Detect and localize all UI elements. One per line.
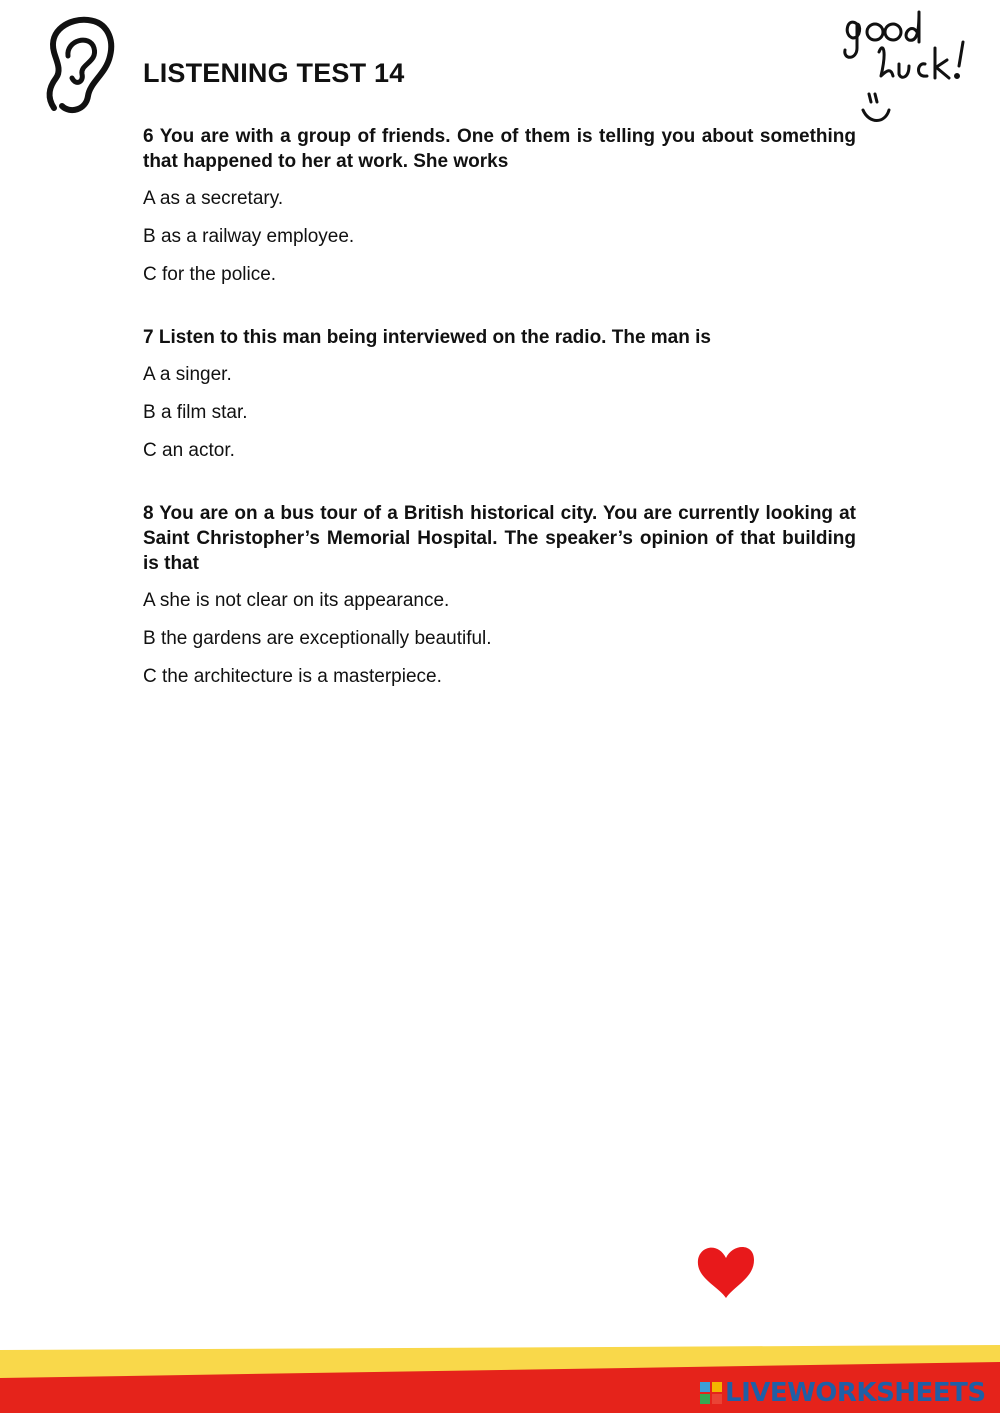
good-luck-handwriting <box>835 2 985 132</box>
answer-option-a[interactable]: A a singer. <box>143 364 232 385</box>
ear-icon <box>40 16 118 116</box>
answer-option-a[interactable]: A she is not clear on its appearance. <box>143 590 450 611</box>
brand-name: LIVEWORKSHEETS <box>725 1378 986 1408</box>
question-6 <box>143 124 856 287</box>
answer-option-b[interactable]: B the gardens are exceptionally beautiful. <box>143 628 492 649</box>
question-prompt: 7 Listen to this man being interviewed on the radio. The man is <box>143 327 711 348</box>
question-7 <box>143 325 856 463</box>
question-8 <box>143 501 856 689</box>
questions-list <box>143 124 856 727</box>
question-prompt: 8 You are on a bus tour of a British historical city. You are currently looking at Saint Christopher’s Memorial Hospital. The speaker’s opinion of that building is that <box>143 503 856 574</box>
liveworksheets-logo-icon <box>700 1382 722 1404</box>
answer-option-c[interactable]: C for the police. <box>143 264 277 285</box>
answer-option-c[interactable]: C an actor. <box>143 440 235 461</box>
question-prompt: 6 You are with a group of friends. One of them is telling you about something that happened to her at work. She works <box>143 126 856 172</box>
answer-option-b[interactable]: B a film star. <box>143 402 248 423</box>
page-title: LISTENING TEST 14 <box>143 58 405 88</box>
answer-option-b[interactable]: B as a railway employee. <box>143 226 355 247</box>
answer-option-a[interactable]: A as a secretary. <box>143 188 284 209</box>
heart-icon <box>694 1240 758 1300</box>
liveworksheets-brand[interactable] <box>700 1378 986 1408</box>
answer-option-c[interactable]: C the architecture is a masterpiece. <box>143 666 442 687</box>
